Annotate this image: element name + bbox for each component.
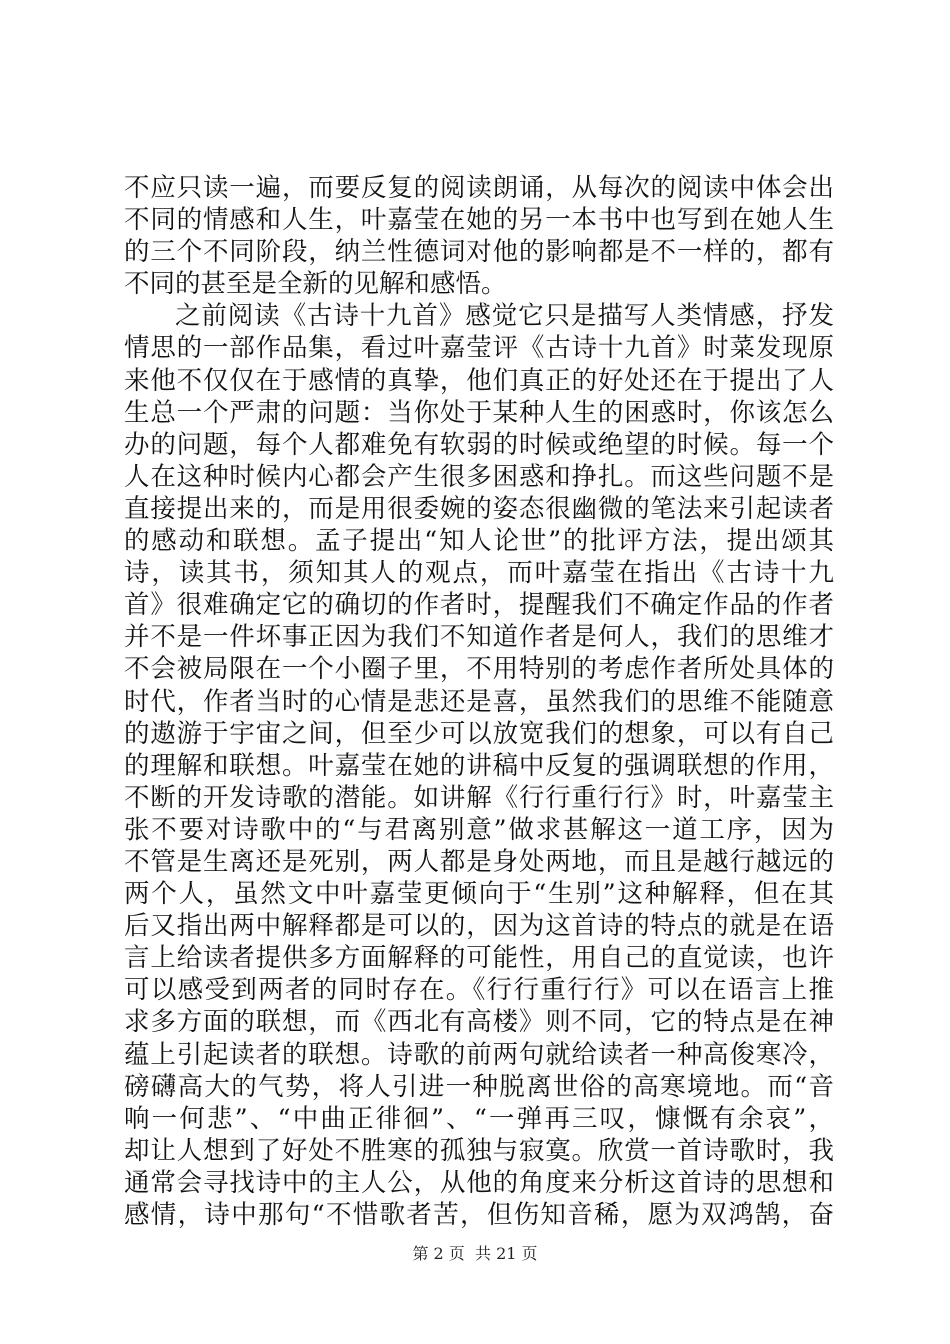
text-line: 张不要对诗歌中的“与君离别意”做求甚解这一道工序，因为 <box>124 814 834 845</box>
text-line: 蕴上引起读者的联想。诗歌的前两句就给读者一种高俊寒冷， <box>124 1039 834 1070</box>
text-line: 通常会寻找诗中的主人公，从他的角度来分析这首诗的思想和 <box>124 1167 834 1198</box>
text-line: 却让人想到了好处不胜寒的孤独与寂寞。欣赏一首诗歌时，我 <box>124 1135 834 1166</box>
text-line: 不应只读一遍，而要反复的阅读朗诵，从每次的阅读中体会出 <box>124 173 834 203</box>
text-line: 诗，读其书，须知其人的观点，而叶嘉莹在指出《古诗十九 <box>124 558 834 589</box>
text-line: 之前阅读《古诗十九首》感觉它只是描写人类情感，抒发 <box>175 301 834 332</box>
text-line: 的遨游于宇宙之间，但至少可以放宽我们的想象，可以有自己 <box>124 718 834 749</box>
page-footer <box>0 1243 950 1265</box>
text-line: 的三个不同阶段，纳兰性德词对他的影响都是不一样的，都有 <box>124 237 834 268</box>
text-line: 求多方面的联想，而《西北有高楼》则不同，它的特点是在神 <box>124 1007 834 1038</box>
text-line: 来他不仅仅在于感情的真挚，他们真正的好处还在于提出了人 <box>124 365 834 396</box>
text-line: 不断的开发诗歌的潜能。如讲解《行行重行行》时，叶嘉莹主 <box>124 782 834 813</box>
text-line: 时代，作者当时的心情是悲还是喜，虽然我们的思维不能随意 <box>124 686 834 717</box>
text-line: 并不是一件坏事正因为我们不知道作者是何人，我们的思维才 <box>124 622 834 653</box>
body-text <box>124 172 834 1231</box>
text-line: 首》很难确定它的确切的作者时，提醒我们不确定作品的作者 <box>124 590 834 621</box>
text-line: 办的问题，每个人都难免有软弱的时候或绝望的时候。每一个 <box>124 429 834 460</box>
text-line: 可以感受到两者的同时存在。《行行重行行》可以在语言上推 <box>124 975 834 1006</box>
total-pages: 共 21 页 <box>474 1244 538 1263</box>
text-line: 后又指出两中解释都是可以的，因为这首诗的特点的就是在语 <box>124 911 834 942</box>
text-line: 人在这种时候内心都会产生很多困惑和挣扎。而这些问题不是 <box>124 461 834 492</box>
text-line: 响一何悲”、“中曲正徘徊”、“一弹再三叹，慷慨有余哀”， <box>124 1103 834 1134</box>
text-line: 生总一个严肃的问题：当你处于某种人生的困惑时，你该怎么 <box>124 397 834 428</box>
footer-separator <box>465 1244 475 1263</box>
text-line: 不同的情感和人生，叶嘉莹在她的另一本书中也写到在她人生 <box>124 205 834 236</box>
text-line: 直接提出来的，而是用很委婉的姿态很幽微的笔法来引起读者 <box>124 493 834 524</box>
text-line: 情思的一部作品集，看过叶嘉莹评《古诗十九首》时菜发现原 <box>124 333 834 364</box>
text-line: 两个人，虽然文中叶嘉莹更倾向于“生别”这种解释，但在其 <box>124 879 834 910</box>
text-line: 的理解和联想。叶嘉莹在她的讲稿中反复的强调联想的作用， <box>124 750 834 781</box>
text-line: 磅礴高大的气势，将人引进一种脱离世俗的高寒境地。而“音 <box>124 1071 834 1102</box>
text-line: 不同的甚至是全新的见解和感悟。 <box>124 269 507 300</box>
text-line: 言上给读者提供多方面解释的可能性，用自己的直觉读，也许 <box>124 943 834 974</box>
text-line: 不会被局限在一个小圈子里，不用特别的考虑作者所处具体的 <box>124 654 834 685</box>
page-number: 第 2 页 <box>412 1244 465 1263</box>
text-line: 的感动和联想。孟子提出“知人论世”的批评方法，提出颂其 <box>124 526 834 557</box>
text-line: 感情，诗中那句“不惜歌者苦，但伤知音稀，愿为双鸿鹄，奋 <box>124 1200 834 1230</box>
text-line: 不管是生离还是死别，两人都是身处两地，而且是越行越远的 <box>124 846 834 877</box>
